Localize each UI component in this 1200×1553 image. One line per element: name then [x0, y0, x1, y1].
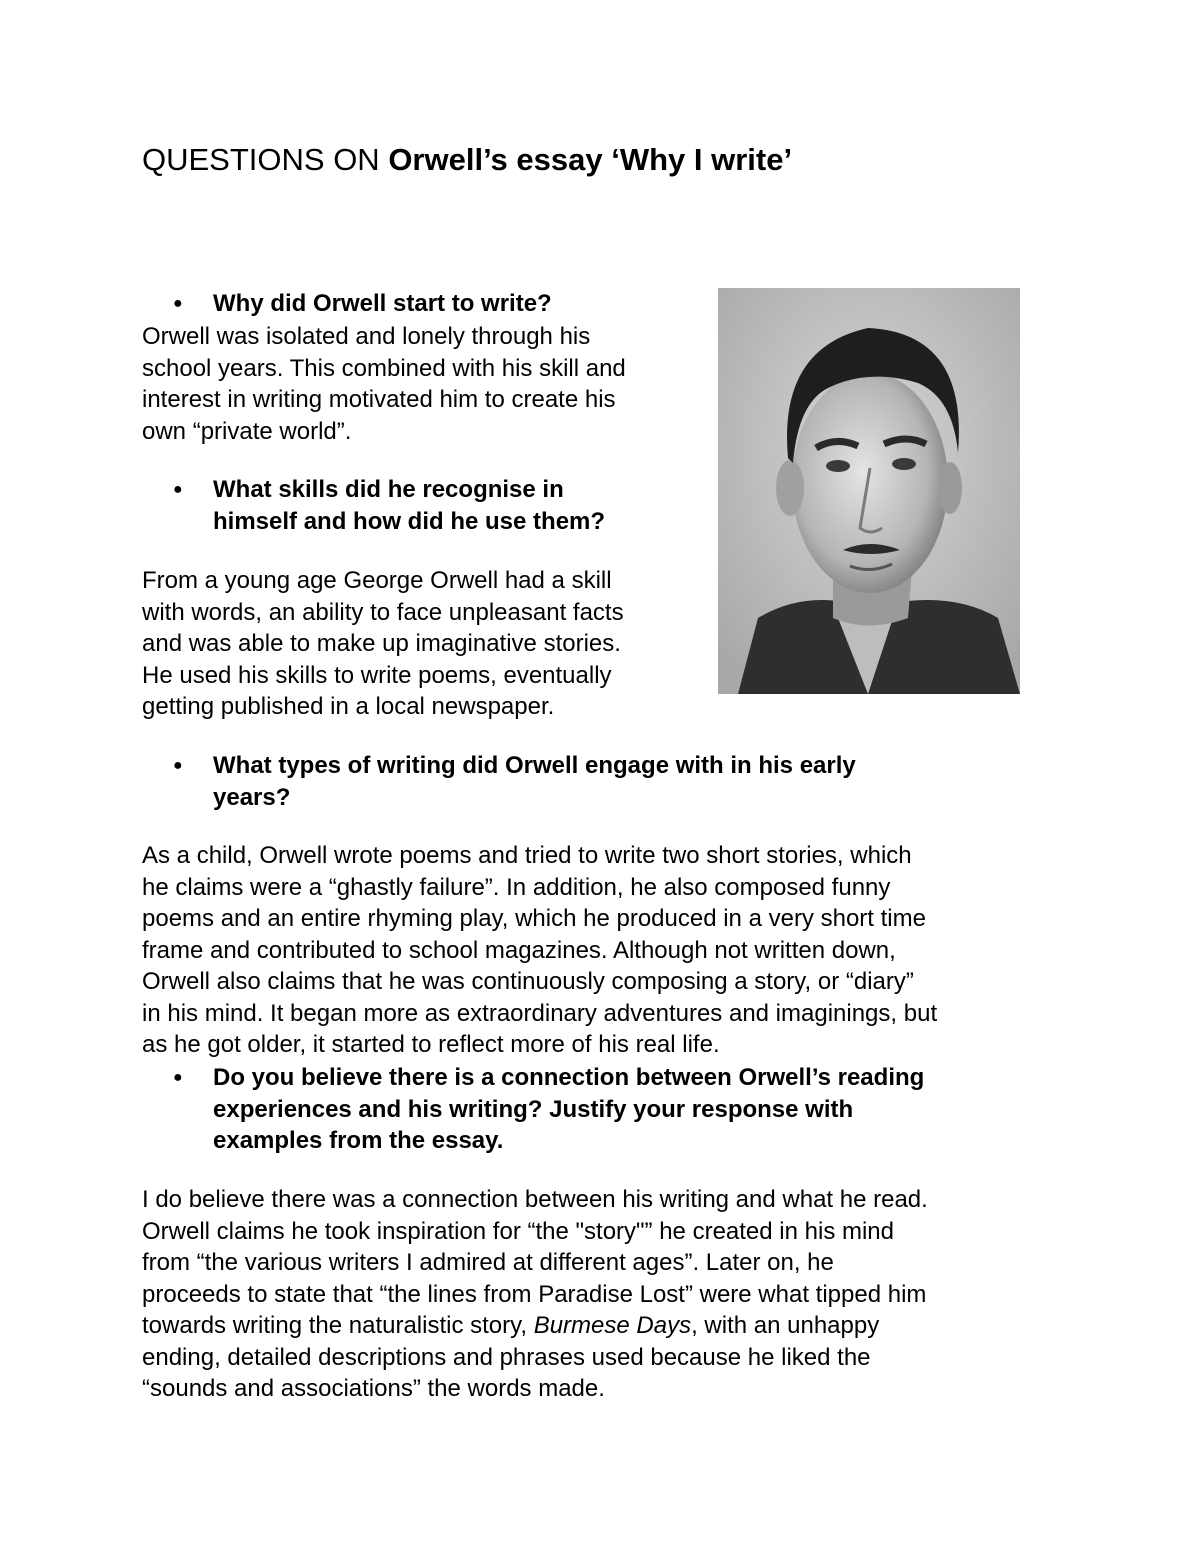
question-3-line-2: years?: [213, 783, 291, 811]
question-1-line-1: Why did Orwell start to write?: [213, 290, 552, 317]
book-title: Burmese Days: [533, 1312, 692, 1339]
answer-2-line: From a young age George Orwell had a skill: [142, 567, 612, 594]
answer-1-line: interest in writing motivated him to create his: [142, 386, 616, 413]
answer-3-line: in his mind. It began more as extraordinary adventures and imaginings, but: [142, 999, 938, 1027]
bullet-icon: ●: [173, 1069, 183, 1086]
answer-4-line: I do believe there was a connection between his writing and what he read.: [142, 1186, 928, 1213]
question-4-line-2: experiences and his writing? Justify your response with: [213, 1095, 854, 1123]
question-2: [173, 474, 606, 537]
answer-3-line: Orwell also claims that he was continuously composing a story, or “diary”: [142, 968, 914, 995]
question-4-line-1: Do you believe there is a connection between Orwell’s reading: [213, 1064, 925, 1091]
portrait-photo: [718, 288, 1020, 694]
answer-1-line: Orwell was isolated and lonely through his: [142, 323, 591, 350]
answer-4-line: ending, detailed descriptions and phrases used because he liked the: [142, 1343, 871, 1371]
answer-4-line-end: , with an unhappy: [691, 1312, 880, 1339]
answer-4-line: Orwell claims he took inspiration for “the "story"” he created in his mind: [142, 1217, 895, 1245]
answer-4-line: proceeds to state that “the lines from Paradise Lost” were what tipped him: [142, 1280, 927, 1308]
title-prefix: QUESTIONS ON: [142, 142, 389, 177]
portrait-icon: [718, 288, 1020, 694]
question-2-line-1: What skills did he recognise in: [213, 476, 564, 503]
answer-2-line: getting published in a local newspaper.: [142, 693, 555, 720]
bullet-icon: ●: [173, 757, 183, 774]
answer-4-line-start: towards writing the naturalistic story,: [142, 1312, 534, 1339]
question-4: [173, 1062, 925, 1157]
answer-1-line: school years. This combined with his skill and: [142, 354, 626, 382]
question-3: [173, 750, 856, 813]
answer-4: [142, 1184, 928, 1405]
answer-2-line: with words, an ability to face unpleasant facts: [142, 598, 624, 626]
title-bold: Orwell’s essay ‘Why I write’: [388, 142, 793, 177]
answer-3: [142, 840, 937, 1061]
answer-1: [142, 321, 626, 447]
answer-3-line: he claims were a “ghastly failure”. In addition, he also composed funny: [142, 873, 891, 901]
answer-3-line: as he got older, it started to reflect more of his real life.: [142, 1031, 720, 1058]
question-2-line-2: himself and how did he use them?: [213, 507, 606, 535]
answer-4-line: “sounds and associations” the words made.: [142, 1375, 605, 1402]
answer-4-line: from “the various writers I admired at different ages”. Later on, he: [142, 1249, 834, 1276]
question-3-line-1: What types of writing did Orwell engage with in his early: [213, 752, 856, 779]
bullet-icon: ●: [173, 481, 183, 498]
answer-2-line: and was able to make up imaginative stories.: [142, 630, 621, 657]
bullet-icon: ●: [173, 295, 183, 312]
answer-3-line: frame and contributed to school magazines. Although not written down,: [142, 936, 896, 964]
question-1: [173, 288, 572, 320]
question-4-line-3: examples from the essay.: [213, 1127, 504, 1154]
answer-3-line: As a child, Orwell wrote poems and tried to write two short stories, which: [142, 842, 912, 869]
answer-3-line: poems and an entire rhyming play, which he produced in a very short time: [142, 905, 926, 932]
page-title: [142, 140, 792, 180]
answer-1-line: own “private world”.: [142, 417, 352, 445]
answer-4-line-with-title: [142, 1310, 928, 1342]
answer-2: [142, 565, 624, 723]
answer-2-line: He used his skills to write poems, eventually: [142, 661, 612, 689]
